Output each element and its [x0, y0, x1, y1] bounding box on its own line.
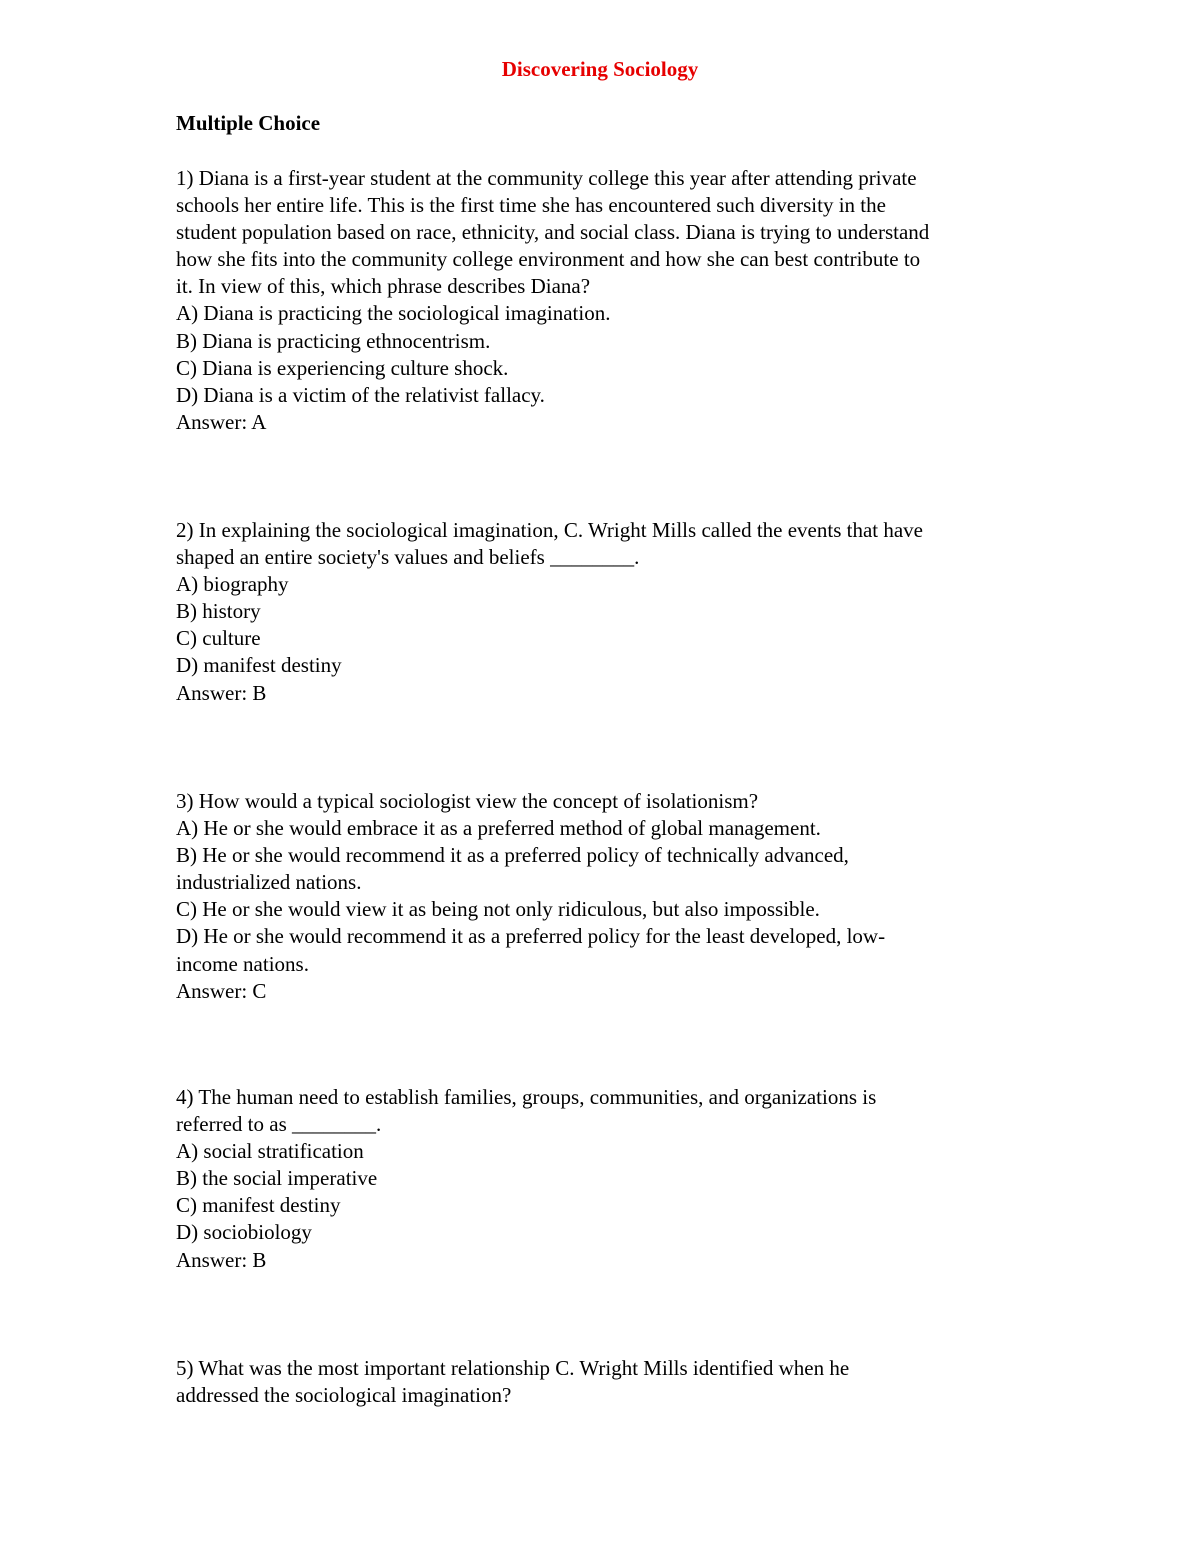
answer-option: B) He or she would recommend it as a preferred policy of technically advanced, — [176, 843, 849, 868]
answer-option: D) manifest destiny — [176, 653, 342, 678]
question-stem-line: 3) How would a typical sociologist view the concept of isolationism? — [176, 789, 759, 813]
question-5 — [176, 1355, 1036, 1409]
answer-key: Answer: B — [176, 680, 267, 705]
question-stem-line: 2) In explaining the sociological imagination, C. Wright Mills called the events that have — [176, 518, 924, 542]
answer-key: Answer: A — [176, 409, 267, 434]
question-4 — [176, 1084, 1036, 1274]
answer-option: B) the social imperative — [176, 1166, 378, 1191]
answer-option: A) biography — [176, 572, 289, 597]
question-stem-line: referred to as ________. — [176, 1112, 382, 1137]
document-title: Discovering Sociology — [501, 57, 699, 81]
answer-key: Answer: C — [176, 978, 267, 1003]
section-heading: Multiple Choice — [176, 111, 321, 135]
question-stem-line: shaped an entire society's values and beliefs ________. — [176, 545, 640, 570]
question-stem-line: addressed the sociological imagination? — [176, 1383, 512, 1408]
answer-option: D) sociobiology — [176, 1220, 312, 1245]
answer-option: B) history — [176, 599, 261, 624]
answer-option: industrialized nations. — [176, 870, 362, 895]
answer-option: A) He or she would embrace it as a preferred method of global management. — [176, 816, 821, 841]
question-stem-line: 5) What was the most important relationship C. Wright Mills identified when he — [176, 1356, 850, 1380]
answer-option: income nations. — [176, 951, 309, 976]
answer-option: D) He or she would recommend it as a preferred policy for the least developed, low- — [176, 924, 886, 949]
answer-option: A) Diana is practicing the sociological imagination. — [176, 301, 611, 326]
question-3 — [176, 788, 1036, 1005]
question-2 — [176, 517, 1036, 707]
answer-option: C) manifest destiny — [176, 1193, 341, 1218]
answer-option: C) culture — [176, 626, 261, 651]
question-stem-line: how she fits into the community college environment and how she can best contribute to — [176, 247, 921, 272]
question-stem-line: 4) The human need to establish families, groups, communities, and organizations is — [176, 1085, 877, 1109]
answer-option: D) Diana is a victim of the relativist fallacy. — [176, 382, 545, 407]
question-stem-line: it. In view of this, which phrase describes Diana? — [176, 274, 591, 299]
question-stem-line: student population based on race, ethnicity, and social class. Diana is trying to understand — [176, 220, 930, 245]
answer-option: B) Diana is practicing ethnocentrism. — [176, 328, 491, 353]
answer-option: C) He or she would view it as being not only ridiculous, but also impossible. — [176, 897, 820, 922]
answer-key: Answer: B — [176, 1247, 267, 1272]
question-1 — [176, 165, 1036, 436]
answer-option: A) social stratification — [176, 1139, 364, 1164]
question-stem-line: 1) Diana is a first-year student at the community college this year after attending private — [176, 166, 917, 190]
answer-option: C) Diana is experiencing culture shock. — [176, 355, 509, 380]
question-stem-line: schools her entire life. This is the first time she has encountered such diversity in the — [176, 193, 886, 218]
